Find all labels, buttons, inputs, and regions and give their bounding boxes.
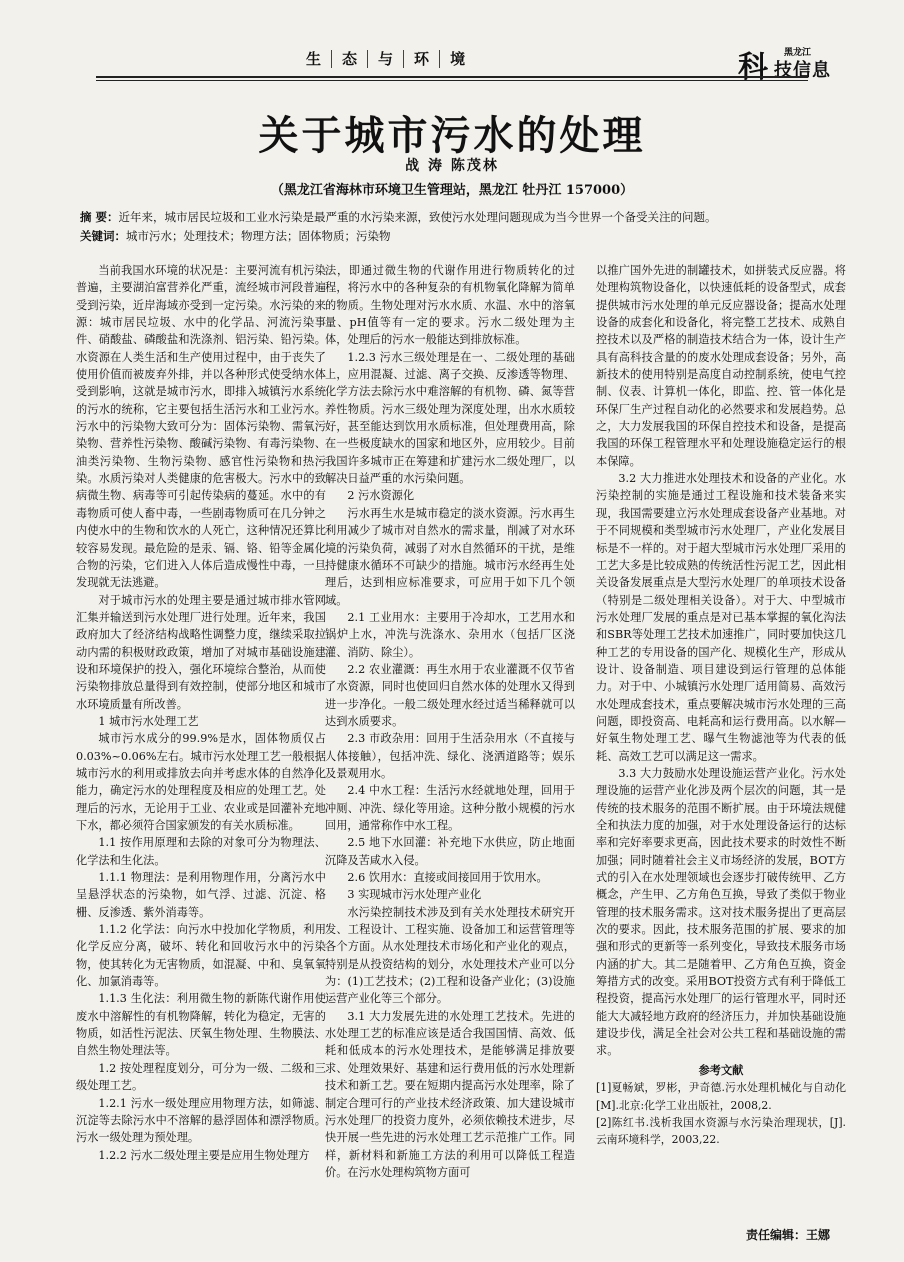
paragraph: 3.3 大力鼓励水处理设施运营产业化。污水处理设施的运营产业化涉及两个层次的问题，其一是传统的技术服务的范围不断扩展。由于环境法规健全和执法力度的加强，对于水处理设备运行的达标率和完好率要求更高，因此技术要求的时效性不断加强；同时随着社会主义市场经济的发展，BOT方式的引入在水处理领域也会逐步打破传统甲、乙方概念，产生甲、乙方角色互换，导致了类似于物业管理的技术服务需求。这对技术服务提出了更高层次的要求。因此，技术服务范围的扩展、要求的加强和形式的更新等一系列变化，导致技术服务市场内涵的扩大。其二是随着甲、乙方角色互换，资金筹措方式的改变。采用BOT投资方式有利于降低工程投资，提高污水处理厂的运行管理水平，同时还能大大减轻地方政府的经济压力，并加快基础设施建设步伐，满足全社会对公共工程和基础设施的需求。: [596, 766, 846, 1058]
page-header: [0, 0, 904, 92]
paragraph: 当前我国水环境的状况是：主要河流有机污染普遍，主要湖泊富营养化严重，流经城市河段普遍受到污染，近岸海域亦受到一定污染。水污染的来源：城市居民垃圾、水中的化学品、河流污染事件、硝酸盐、磷酸盐和洗涤剂、铝污染、铅污染。水资源在人类生活和生产使用过程中，由于丧失了使用价值而被废弃外排，并以各种形式使受纳水体受到影响，这就是城市污水，即排入城镇污水系统的污水的统称，它主要包括生活污水和工业污水。污水中的污染物大致可分为：固体污染物、需氧污染物、营养性污染物、酸碱污染物、有毒污染物、油类污染物、生物污染物、感官性污染物和热污染。水质污染对人类健康的危害极大。污水中的致病微生物、病毒等可引起传染病的蔓延。水中的有毒物质可使人畜中毒，一些剧毒物质可在几分钟之内使水中的生物和饮水的人死亡，这种情况还算比较容易发现。最危险的是汞、镉、铬、铅等金属化合物的污染，它们进入人体后造成慢性中毒，一旦发现就无法逃避。: [76, 264, 326, 590]
logo-big-char: 科: [738, 50, 767, 85]
logo-small-text: 黑龙江: [784, 48, 812, 58]
paragraph: 2.2 农业灌溉：再生水用于农业灌溉不仅节省了水资源，同时也使回归自然水体的处理水又得到进一步净化。一般二级处理水经过适当稀释就可以达到水质要求。: [325, 662, 575, 728]
section-char: 与: [368, 50, 404, 68]
paragraph: 1.2.3 污水三级处理是在一、二级处理的基础上，应用混凝、过滤、离子交换、反渗透等物理、化学方法去除污水中难溶解的有机物、磷、氮等营养性物质。污水三级处理为深度处理，出水水质较好，甚至能达到饮用水质标准，但处理费用高，除在一些极度缺水的国家和地区外，应用较少。目前我国许多城市正在筹建和扩建污水二级处理厂，以解决日益严重的水污染问题。: [325, 350, 575, 486]
section-heading: 1 城市污水处理工艺: [98, 714, 199, 728]
section-char: 态: [332, 50, 368, 68]
section-heading: 2 污水资源化: [347, 489, 415, 503]
article-authors: 战 涛 陈茂林: [405, 158, 499, 174]
reference-item: [2]陈红书.浅析我国水资源与水污染治理现状，[J].云南环境科学，2003,22.: [596, 1115, 846, 1147]
paragraph: 1.2.2 污水二级处理主要是应用生物处理方: [98, 1148, 310, 1162]
paragraph: 1.1.1 物理法：是利用物理作用，分离污水中呈悬浮状态的污染物，如气浮、过滤、沉淀、格栅、反渗透、紫外消毒等。: [76, 871, 326, 919]
logo-mid-text: 技信息: [774, 60, 831, 81]
paragraph: 污水再生水是城市稳定的淡水资源。污水再生利用减少了城市对自然水的需求量，削减了对水环境的污染负荷，减弱了对水自然循环的干扰，是维持健康水循环不可缺少的措施。城市污水经再生处理后，达到相应标准要求，可应用于如下几个领域。: [325, 506, 575, 607]
keywords: [80, 227, 860, 246]
paragraph: 1.2 按处理程度划分，可分为一级、二级和三级处理工艺。: [76, 1061, 326, 1093]
paragraph: 2.5 地下水回灌：补充地下水供应，防止地面沉降及苦咸水入侵。: [325, 836, 575, 867]
section-label: [296, 50, 475, 68]
body-column-1: [76, 262, 326, 1164]
section-char: 环: [404, 50, 440, 68]
paragraph-continued: 法，即通过微生物的代谢作用进行物质转化的过程，将污水中的各种复杂的有机物氧化降解为简单的物质。生物处理对污水水质、水温、水中的溶氧量、pH值等有一定的要求。污水二级处理为主体，处理后的污水一般能达到排放标准。: [325, 264, 575, 347]
references-title: 参考文献: [698, 1062, 744, 1077]
keywords-text: 城市污水；处理技术；物理方法；固体物质；污染物: [126, 229, 391, 243]
paragraph: 3.2 大力推进水处理技术和设备的产业化。水污染控制的实施是通过工程设施和技术装备来实现，我国需要建立污水处理成套设备产业基地。对于不同规模和类型城市污水处理厂，产业化发展目标是不一样的。对于超大型城市污水处理厂采用的工艺大多是比较成熟的传统活性污泥工艺，因此相关设备发展重点是大型污水处理厂的单项技术设备（特别是二级处理相关设备）。对于大、中型城市污水处理厂发展的重点是对已基本掌握的氧化沟法和SBR等处理工艺技术加速推广，同时要加快这几种工艺的专用设备的国产化、规模化生产，形成从设计、设备制造、项目建设到运行管理的总体能力。对于中、小城镇污水处理厂适用简易、高效污水处理成套技术，重点要解决城市污水处理的三高问题，即投资高、电耗高和运行费用高。以水解—好氧生物处理工艺、曝气生物滤池等为代表的低耗、高效工艺可以满足这一需求。: [596, 472, 846, 763]
responsible-editor: 责任编辑：王娜: [746, 1228, 831, 1242]
paragraph: 3.1 大力发展先进的水处理工艺技术。先进的水处理工艺的标准应该是适合我国国情、高效、低耗和低成本的污水处理技术，是能够满足排放要求、处理效果好、基建和运行费用低的污水处理新技术和新工艺。要在短期内提高污水处理率，除了制定合理可行的产业技术经济政策、加大建设城市污水处理厂的投资力度外，必须依赖技术进步，尽快开展一些先进的污水处理工艺示范推广工作。同样，新材料和新施工方法的利用可以降低工程造价。在污水处理构筑物方面可: [325, 1009, 575, 1179]
header-divider: [96, 76, 808, 78]
keywords-label: 关键词：: [80, 229, 126, 243]
abstract-label: 摘 要：: [80, 210, 119, 224]
paragraph: 2.4 中水工程：生活污水经就地处理，回用于冲厕、冲洗、绿化等用途。这种分散小规模的污水回用，通常称作中水工程。: [325, 784, 575, 832]
body-column-2: [325, 262, 575, 1181]
paragraph: 1.1 按作用原理和去除的对象可分为物理法、化学法和生化法。: [76, 836, 326, 867]
body-column-3: [596, 262, 846, 1149]
section-char: 境: [450, 50, 466, 68]
paragraph: 水污染控制技术涉及到有关水处理技术研究开发、工程设计、工程实施、设备加工和运营管理等各个方面。从水处理技术市场化和产业化的观点，特别是从投资结构的划分，水处理技术产业可以分为：(1)工艺技术；(2)工程和设备产业化；(3)设施运营产业化等三个部分。: [325, 905, 575, 1006]
paragraph-continued: 以推广国外先进的制罐技术，如拼装式反应器。将处理构筑物设备化，以快速低耗的设备型式，成套提供城市污水处理的单元反应器设备；提高水处理设备的成套化和设备化，将完整工艺技术、成熟自控技术以及严格的制造技术结合为一体，设计生产具有高科技含量的的废水处理成套设备；另外，高新技术的使用特别是高度自动控制系统，使电气控制、仪表、计算机一体化，即监、控、管一体化是环保厂生产过程自动化的必然要求和发展趋势。总之，大力发展我国的环保自控技术和设备，是提高我国的环保工程管理水平和处理设施稳定运行的根本保障。: [596, 264, 846, 468]
header-divider-thin: [96, 80, 808, 81]
section-heading: 3 实现城市污水处理产业化: [347, 888, 482, 902]
paragraph: 1.1.2 化学法：向污水中投加化学物质，利用化学反应分离，破坏、转化和回收污水中的污染物，使其转化为无害物质，如混凝、中和、臭氧氧化、加氯消毒等。: [76, 923, 326, 989]
paragraph: 2.1 工业用水：主要用于冷却水，工艺用水和锅炉上水，冲洗与洗涤水、杂用水（包括厂区浇灌、消防、除尘）。: [325, 610, 575, 659]
article-affiliation: （黑龙江省海林市环境卫生管理站，黑龙江 牡丹江 157000）: [270, 183, 634, 198]
paragraph: 城市污水成分的99.9%是水，固体物质仅占0.03%~0.06%左右。城市污水处理工艺一般根据城市污水的利用或排放去向并考虑水体的自然净化能力，确定污水的处理程度及相应的处理工艺。处理后的污水，无论用于工业、农业或是回灌补充地下水，都必须符合国家颁发的有关水质标准。: [76, 732, 326, 832]
section-char: 生: [296, 50, 332, 68]
article-title: 关于城市污水的处理: [258, 113, 646, 159]
paragraph: 2.6 饮用水：直接或间接回用于饮用水。: [347, 871, 548, 885]
journal-logo: [738, 42, 868, 85]
abstract: [80, 208, 860, 227]
reference-item: [1]夏畅斌，罗彬，尹奇德.污水处理机械化与自动化[M].北京:化学工业出版社，2008,2.: [596, 1081, 846, 1112]
paragraph: 对于城市污水的处理主要是通过城市排水管网汇集并输送到污水处理厂进行处理。近年来，我国政府加大了经济结构战略性调整力度，继续采取拉动内需的积极财政政策，增加了对城市基础设施建设和环境保护的投入，强化环境综合整治，从而使污染物排放总量得到有效控制，使部分地区和城市水环境质量有所改善。: [76, 593, 326, 711]
paragraph: 1.1.3 生化法：利用微生物的新陈代谢作用使废水中溶解性的有机物降解，转化为稳定，无害的物质，如活性污泥法、厌氧生物处理、生物膜法、自然生物处理法等。: [76, 992, 326, 1058]
paragraph: 1.2.1 污水一级处理应用物理方法，如筛滤、沉淀等去除污水中不溶解的悬浮固体和漂浮物质。污水一级处理为预处理。: [76, 1096, 326, 1145]
abstract-block: [80, 208, 860, 246]
paragraph: 2.3 市政杂用：回用于生活杂用水（不直接与人体接触），包括冲洗、绿化、浇洒道路等；娱乐及景观用水。: [325, 732, 575, 780]
abstract-text: 近年来，城市居民垃圾和工业水污染是最严重的水污染来源，致使污水处理问题现成为当今世界一个备受关注的问题。: [118, 210, 717, 224]
